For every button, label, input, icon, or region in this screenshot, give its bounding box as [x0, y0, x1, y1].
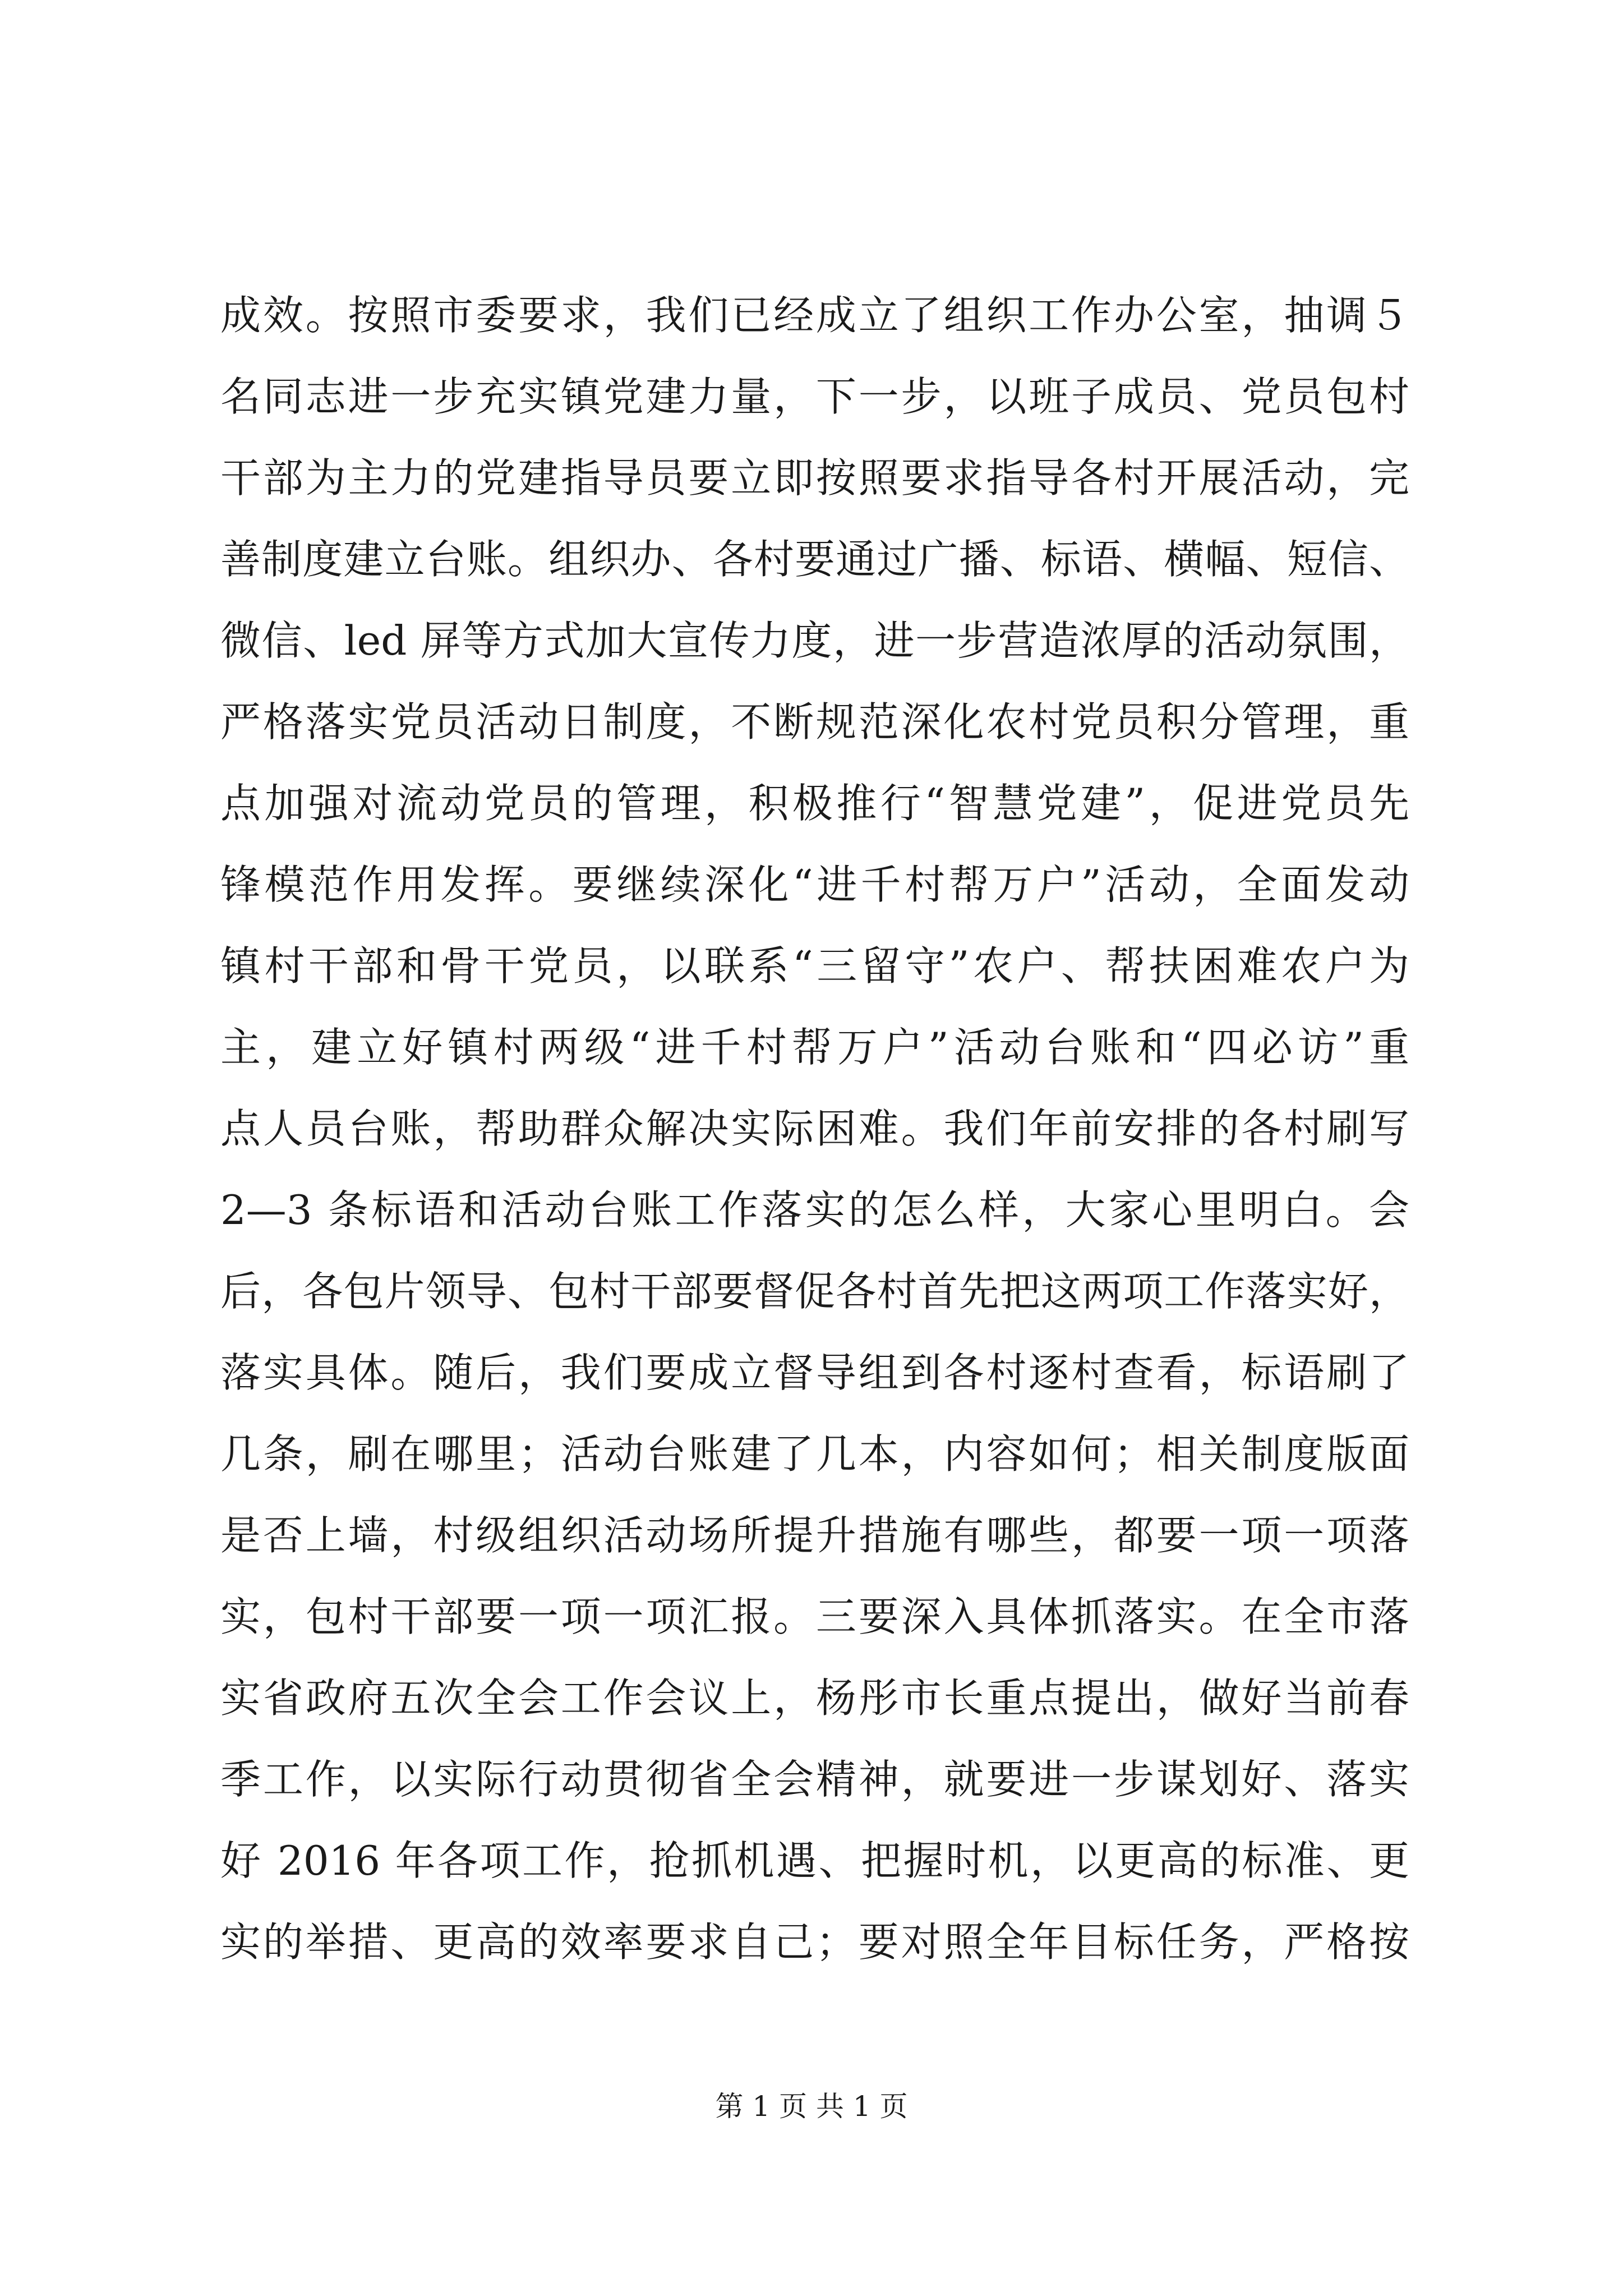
text-line: 2—3 条标语和活动台账工作落实的怎么样，大家心里明白。会: [220, 1186, 1409, 1234]
text-line: 严格落实党员活动日制度，不断规范深化农村党员积分管理，重: [220, 698, 1409, 746]
text-line: 微信、led 屏等方式加大宣传力度，进一步营造浓厚的活动氛围，: [220, 617, 1409, 664]
text-line: 几条，刷在哪里；活动台账建了几本，内容如何；相关制度版面: [220, 1430, 1409, 1478]
text-line: 实省政府五次全会工作会议上，杨彤市长重点提出，做好当前春: [220, 1674, 1409, 1722]
page-number-footer: 第 1 页 共 1 页: [715, 2090, 908, 2123]
text-line: 好 2016 年各项工作，抢抓机遇、把握时机，以更高的标准、更: [220, 1837, 1409, 1884]
text-line: 干部为主力的党建指导员要立即按照要求指导各村开展活动，完: [220, 454, 1409, 501]
text-line: 名同志进一步充实镇党建力量，下一步，以班子成员、党员包村: [220, 373, 1409, 420]
text-line: 是否上墙，村级组织活动场所提升措施有哪些，都要一项一项落: [220, 1512, 1409, 1559]
text-line: 成效。按照市委要求，我们已经成立了组织工作办公室，抽调５: [220, 292, 1409, 339]
text-line: 季工作，以实际行动贯彻省全会精神，就要进一步谋划好、落实: [220, 1756, 1409, 1803]
text-line: 镇村干部和骨干党员，以联系“三留守”农户、帮扶困难农户为: [220, 942, 1409, 990]
text-line: 实的举措、更高的效率要求自己；要对照全年目标任务，严格按: [220, 1918, 1409, 1966]
text-line: 实，包村干部要一项一项汇报。三要深入具体抓落实。在全市落: [220, 1593, 1409, 1640]
text-line: 点加强对流动党员的管理，积极推行“智慧党建”，促进党员先: [220, 780, 1409, 827]
text-line: 落实具体。随后，我们要成立督导组到各村逐村查看，标语刷了: [220, 1349, 1409, 1396]
text-line: 主，建立好镇村两级“进千村帮万户”活动台账和“四必访”重: [220, 1024, 1409, 1071]
text-line: 后，各包片领导、包村干部要督促各村首先把这两项工作落实好，: [220, 1268, 1409, 1315]
text-line: 点人员台账，帮助群众解决实际困难。我们年前安排的各村刷写: [220, 1105, 1409, 1152]
body-text: [220, 275, 1409, 1983]
text-line: 锋模范作用发挥。要继续深化“进千村帮万户”活动，全面发动: [220, 861, 1409, 908]
text-line: 善制度建立台账。组织办、各村要通过广播、标语、横幅、短信、: [220, 536, 1409, 583]
